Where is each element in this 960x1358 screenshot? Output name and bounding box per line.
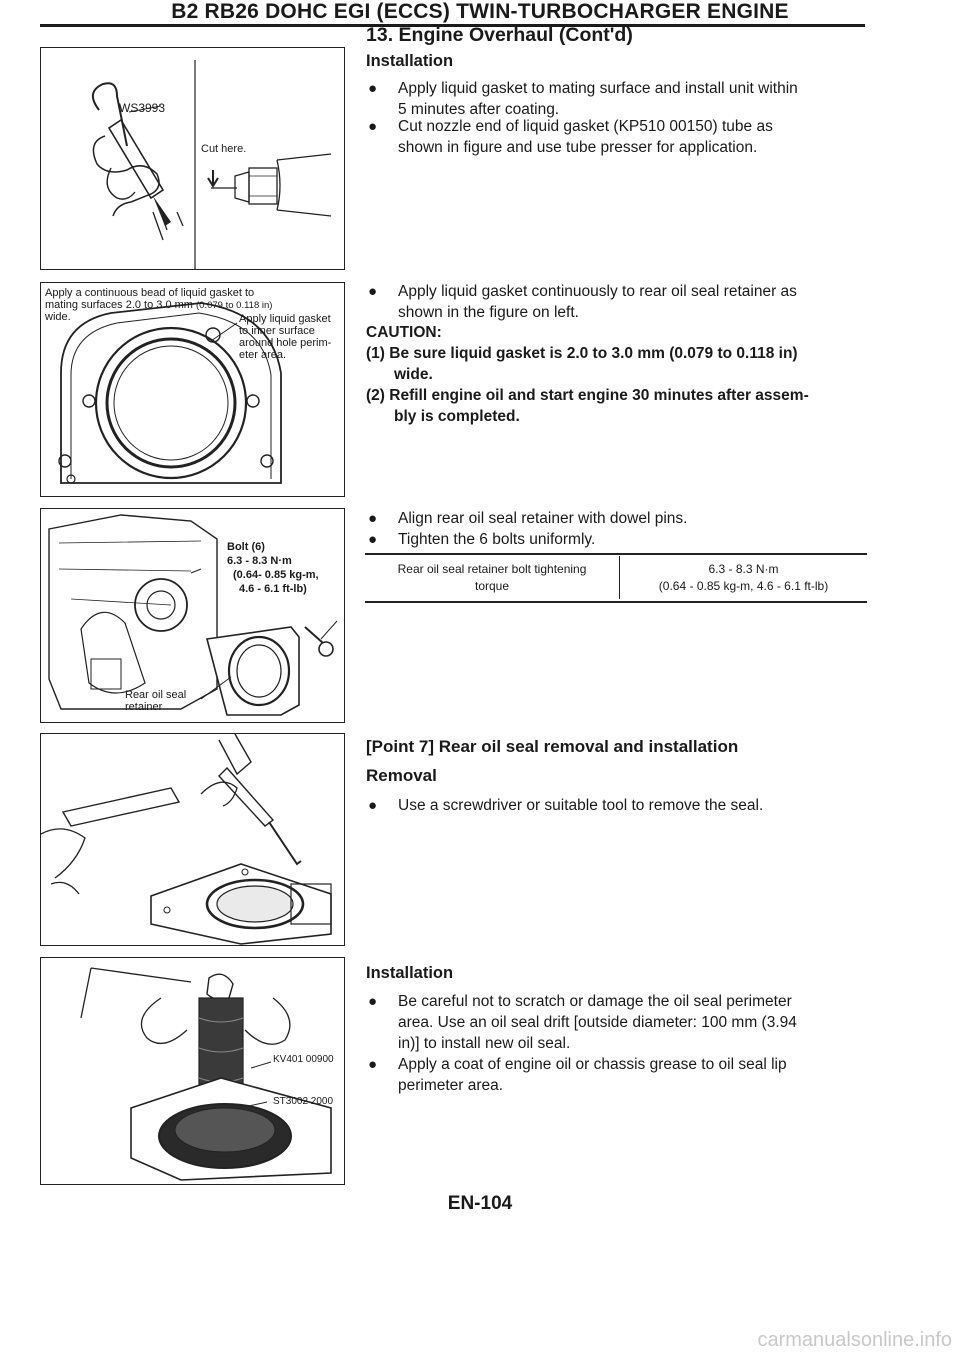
inner-surface-note-1: Apply liquid gasket	[239, 313, 331, 325]
figure-gasket-applicator	[40, 47, 345, 270]
spec-table-top-rule	[365, 553, 867, 555]
bullet3-line1: Apply liquid gasket continuously to rear oil seal retainer as	[398, 283, 797, 300]
bullet4-text: Align rear oil seal retainer with dowel pins.	[398, 510, 688, 527]
page-header: B2 RB26 DOHC EGI (ECCS) TWIN-TURBOCHARGER ENGINE	[171, 0, 789, 23]
bead-instruction-line1: Apply a continuous bead of liquid gasket to	[45, 287, 255, 299]
bullet7-line1: Be careful not to scratch or damage the oil seal perimeter	[398, 993, 792, 1010]
table-row	[365, 556, 867, 599]
caution1-line2: wide.	[394, 366, 433, 383]
bullet-4: ●	[368, 510, 378, 527]
caution2-line2: bly is completed.	[394, 408, 520, 425]
bolt-torque-ftlb: 4.6 - 6.1 ft-lb)	[239, 583, 307, 595]
tool-label-st3002: ST3002 2000	[273, 1096, 334, 1107]
bullet5-text: Tighten the 6 bolts uniformly.	[398, 531, 596, 548]
spec-label-line1: Rear oil seal retainer bolt tightening	[397, 562, 587, 576]
bullet6-text: Use a screwdriver or suitable tool to remove the seal.	[398, 797, 764, 814]
caution-heading: CAUTION:	[366, 324, 442, 341]
inner-surface-note-3: around hole perim-	[239, 337, 332, 349]
bead-instruction-line2	[45, 299, 272, 312]
figure-seal-installation	[40, 957, 345, 1185]
section-title: 13. Engine Overhaul (Cont'd)	[366, 24, 633, 46]
bullet-7: ●	[368, 993, 378, 1010]
bullet7-line3: in)] to install new oil seal.	[398, 1035, 571, 1052]
spec-table-bottom-rule	[365, 601, 867, 603]
inner-surface-note-2: to inner surface	[239, 325, 315, 337]
bullet2-line1: Cut nozzle end of liquid gasket (KP510 00150) tube as	[398, 118, 773, 135]
part-label-retainer: retainer	[125, 701, 163, 713]
bullet-5: ●	[368, 531, 378, 548]
bullet-8: ●	[368, 1056, 378, 1073]
bolt-count-label: Bolt (6)	[227, 541, 265, 553]
bullet1-text	[398, 78, 868, 120]
cut-here-label: Cut here.	[201, 143, 247, 155]
bolt-torque-kgm: (0.64- 0.85 kg-m,	[233, 569, 319, 581]
spec-value-cell	[620, 556, 868, 599]
spec-table	[365, 556, 867, 599]
point7-heading: [Point 7] Rear oil seal removal and installation	[366, 737, 739, 756]
caution-1	[366, 343, 871, 385]
inner-surface-note-4: eter area.	[239, 349, 287, 361]
tool-label-kv401: KV401 00900	[273, 1054, 334, 1065]
bullet2-text	[398, 116, 868, 158]
bullet2-line2: shown in figure and use tube presser for application.	[398, 139, 758, 156]
figure-retainer-installation	[40, 508, 345, 723]
bead-instruction-line2-inch: (0.079 to 0.118 in)	[196, 300, 273, 311]
page-number: EN-104	[447, 1193, 513, 1214]
bullet8-line2: perimeter area.	[398, 1077, 504, 1094]
installation2-heading: Installation	[366, 964, 454, 982]
bullet3-line2: shown in the figure on left.	[398, 304, 579, 321]
bullet-3: ●	[368, 283, 378, 300]
bullet3-text	[398, 281, 868, 323]
figure-retainer-gasket-bead	[40, 282, 345, 497]
figure-seal-removal	[40, 733, 345, 946]
bullet7-text	[398, 991, 868, 1054]
tool-label-ws3993: WS3993	[119, 101, 166, 115]
removal-heading: Removal	[366, 766, 437, 785]
spec-value-line2: (0.64 - 0.85 kg-m, 4.6 - 6.1 ft-lb)	[658, 579, 829, 593]
spec-label-cell	[365, 556, 620, 599]
part-label-rear-oil-seal: Rear oil seal	[125, 689, 187, 701]
engine-block-illustration	[41, 509, 346, 724]
installation-heading: Installation	[366, 52, 454, 70]
seal-removal-illustration	[41, 734, 346, 947]
bullet7-line2: area. Use an oil seal drift [outside diameter: 100 mm (3.94	[398, 1014, 797, 1031]
spec-value-line1: 6.3 - 8.3 N·m	[708, 562, 779, 576]
bullet-1: ●	[368, 80, 378, 97]
bolt-torque-nm: 6.3 - 8.3 N·m	[227, 555, 292, 567]
bullet-6: ●	[368, 797, 378, 814]
applicator-illustration	[41, 48, 346, 271]
seal-installation-illustration	[41, 958, 346, 1186]
watermark: carmanualsonline.info	[757, 1329, 952, 1351]
caution-2	[366, 385, 871, 427]
bullet8-line1: Apply a coat of engine oil or chassis grease to oil seal lip	[398, 1056, 787, 1073]
caution1-line1: (1) Be sure liquid gasket is 2.0 to 3.0 mm (0.079 to 0.118 in)	[366, 345, 798, 362]
spec-label-line2: torque	[474, 579, 510, 593]
bullet1-line2: 5 minutes after coating.	[398, 101, 560, 118]
bead-instruction-line2-text: mating surfaces 2.0 to 3.0 mm	[45, 299, 193, 311]
caution2-line1: (2) Refill engine oil and start engine 30 minutes after assem-	[366, 387, 809, 404]
bullet-2: ●	[368, 118, 378, 135]
bullet1-line1: Apply liquid gasket to mating surface and install unit within	[398, 80, 798, 97]
bullet8-text	[398, 1054, 868, 1096]
bead-instruction-line3: wide.	[45, 311, 71, 323]
